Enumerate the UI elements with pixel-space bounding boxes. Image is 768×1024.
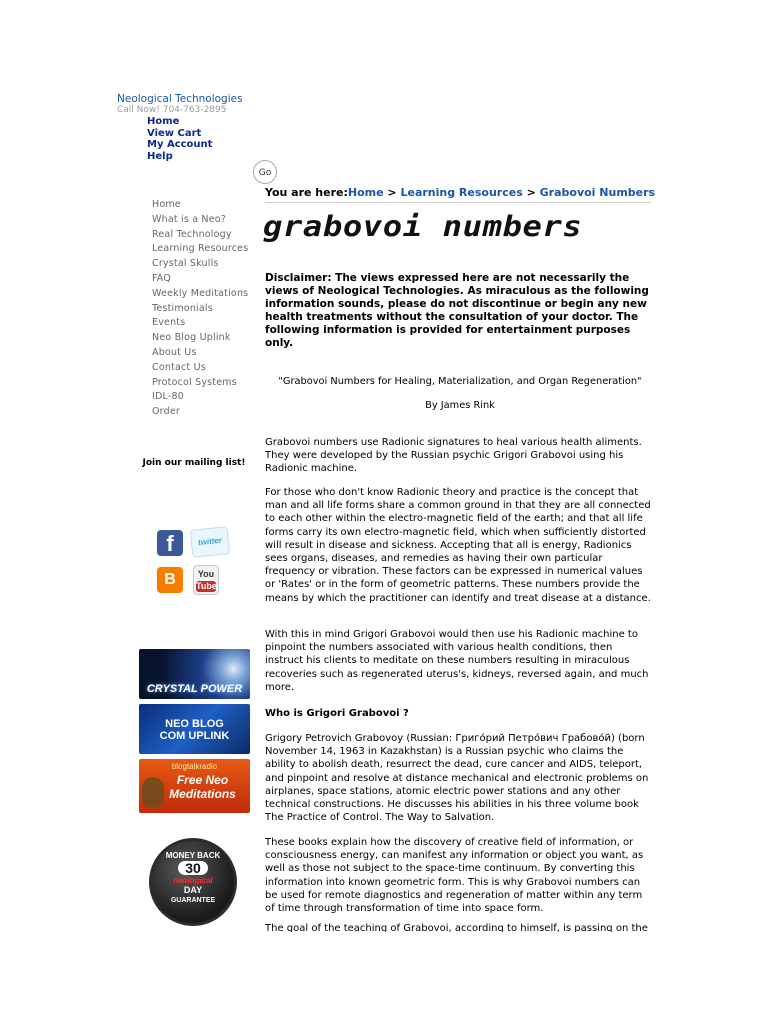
meditations-text: Meditations (169, 787, 236, 801)
breadcrumb-learning-resources[interactable]: Learning Resources (400, 186, 523, 199)
free-neo-text: Free Neo (176, 773, 229, 787)
paragraph-goal: The goal of the teaching of Grabovoi, according to himself, is passing on the (265, 923, 648, 932)
free-neo-meditations-banner[interactable] (139, 759, 250, 813)
sidebar-item-faq[interactable]: FAQ (152, 272, 172, 284)
paragraph-clip (265, 922, 653, 932)
top-nav-view-cart[interactable]: View Cart (147, 127, 202, 139)
youtube-tube: Tube (196, 581, 217, 591)
article-quote-title: "Grabovoi Numbers for Healing, Materialization, and Organ Regeneration" (278, 376, 642, 387)
top-nav-help[interactable]: Help (147, 150, 173, 162)
badge-bottom-text: GUARANTEE (170, 897, 216, 904)
sidebar-item-testimonials[interactable]: Testimonials (152, 302, 213, 314)
badge-top-text: MONEY BACK (165, 851, 221, 860)
sidebar-item-real-technology[interactable]: Real Technology (152, 228, 232, 240)
badge-day: DAY (183, 885, 203, 895)
breadcrumb-home[interactable]: Home (347, 186, 384, 199)
youtube-you: You (197, 569, 215, 579)
twitter-icon[interactable] (190, 526, 231, 558)
sidebar-item-protocol-systems[interactable]: Protocol Systems (152, 376, 237, 388)
top-nav (147, 116, 212, 162)
phone-number: Call Now! 704-763-2895 (117, 105, 227, 115)
heading-who-is-grabovoi: Who is Grigori Grabovoi ? (265, 708, 409, 719)
top-nav-my-account[interactable]: My Account (147, 139, 213, 150)
blogtalkradio-label: blogtalkradio (171, 762, 218, 771)
sidebar-item-learning-resources[interactable]: Learning Resources (152, 243, 249, 255)
badge-number: 30 (178, 861, 208, 875)
neo-blog-text: NEO BLOG (165, 718, 224, 730)
sidebar-item-neo-blog-uplink[interactable]: Neo Blog Uplink (152, 332, 231, 344)
disclaimer: Disclaimer: The views expressed here are not necessarily the views of Neological Technologies. As miraculous as the following information sounds, please do not discontinue or begin any new health treatments without the consultation of your doctor. The following information is provided for entertainment purposes only. (265, 272, 649, 349)
breadcrumb-prefix: You are here: (265, 186, 348, 199)
sidebar-item-about-us[interactable]: About Us (152, 346, 197, 358)
sidebar-item-idl-80[interactable]: IDL-80 (152, 391, 184, 403)
sidebar-item-events[interactable]: Events (152, 317, 186, 329)
author-byline: By James Rink (425, 400, 495, 411)
breadcrumb-separator: > (522, 186, 540, 199)
blogger-icon[interactable] (157, 567, 183, 593)
money-back-guarantee-badge (149, 838, 237, 926)
sidebar-item-what-is-a-neo[interactable]: What is a Neo? (152, 213, 227, 225)
paragraph-radionics: For those who don't know Radionic theory and practice is the concept that man and all life forms share a common ground in that they are all connected to each other within the electro-magnetic field of the earth; and that all life forms carry its own electro-magnetic field, which when sufficiently distorted will result in disease and sickness. Accepting that all is energy, Radionics sees organs, diseases, and remedies as having their own particular frequency or vibration. These factors can be expressed in numerical values or 'Rates' or in the form of geometric patterns. These numbers provide the means by which the practitioner can identify and treat disease at a distance. (265, 487, 651, 604)
facebook-glyph: f (166, 531, 174, 556)
breadcrumb-grabovoi-numbers[interactable]: Grabovoi Numbers (539, 186, 656, 199)
top-nav-home[interactable]: Home (147, 116, 180, 127)
twitter-glyph: twitter (197, 535, 223, 548)
sidebar-nav (152, 198, 248, 420)
paragraph-biography: Grigory Petrovich Grabovoy (Russian: Григо́рий Петро́вич Грабово́й) (born November 14, 1963 in Kazakhstan) is a Russian psychic who claims the ability to abolish death, resurrect the dead, cure cancer and AIDS, teleport, and pinpoint and resolve at distance mechanical and electronic problems on airplanes, space stations, atomic electric power stations and any other technical constructions. He discusses his abilities in his three volume book The Practice of Control. The Way to Salvation. (265, 733, 649, 824)
blogger-glyph: B (164, 571, 176, 588)
sidebar-item-order[interactable]: Order (152, 406, 180, 418)
sidebar-item-contact-us[interactable]: Contact Us (152, 361, 206, 373)
com-uplink-text: COM UPLINK (159, 730, 230, 742)
site-brand-link[interactable]: Neological Technologies (117, 93, 243, 105)
sidebar-item-home[interactable]: Home (152, 199, 181, 210)
neo-blog-uplink-banner[interactable] (139, 704, 250, 754)
sidebar-item-weekly-meditations[interactable]: Weekly Meditations (152, 287, 249, 299)
paragraph-intro: Grabovoi numbers use Radionic signatures to heal various health aliments. They were developed by the Russian psychic Grigori Grabovoi using his Radionic machine. (265, 437, 642, 475)
page-title: grabovoi numbers (263, 210, 583, 243)
paragraph-machine: With this in mind Grigori Grabovoi would then use his Radionic machine to pinpoint the numbers associated with various health conditions, then instruct his clients to meditate on these numbers resulting in miraculous recoveries such as regenerated uterus's, kidneys, reversed again, and much more. (265, 629, 649, 693)
breadcrumb (265, 186, 656, 203)
sidebar-item-crystal-skulls[interactable]: Crystal Skulls (152, 258, 219, 270)
badge-brand: neological (173, 876, 213, 885)
facebook-icon[interactable] (157, 530, 183, 556)
crystal-power-banner[interactable] (139, 649, 250, 699)
crystal-power-text: CRYSTAL POWER (146, 683, 243, 695)
owl-icon (142, 777, 164, 807)
paragraph-books: These books explain how the discovery of creative field of information, or consciousness energy, can manifest any information or object you want, as well as those not subject to the space-time continuum. By converting this information into known geometric form. This is why Grabovoi numbers can be used for remote diagnostics and regeneration of matter within any term of time through transformation of time into space form. (265, 837, 644, 915)
breadcrumb-separator: > (383, 186, 401, 199)
search-go-button[interactable]: Go (253, 160, 277, 184)
mailing-list-link[interactable]: Join our mailing list! (142, 458, 246, 468)
youtube-icon[interactable] (193, 565, 219, 595)
